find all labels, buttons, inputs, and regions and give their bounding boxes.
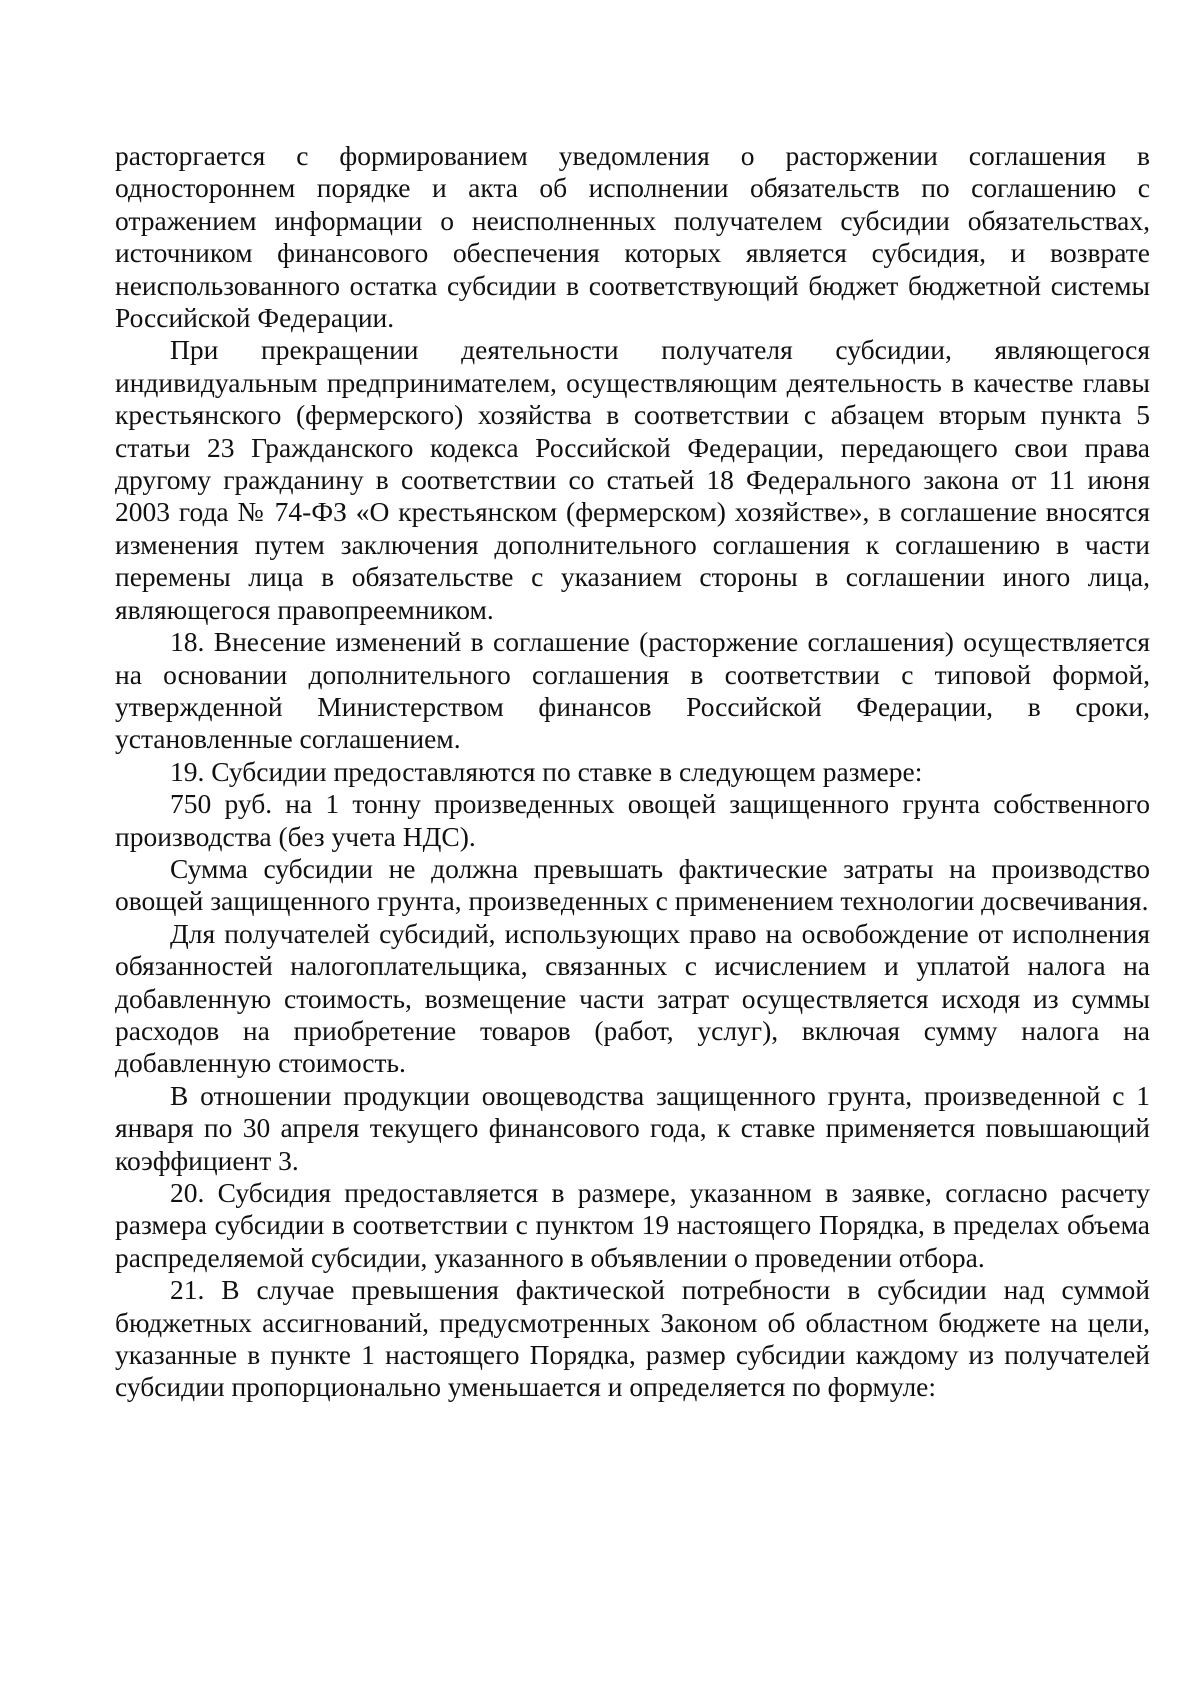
paragraph-clause-19: 19. Субсидии предоставляются по ставке в следующем размере: bbox=[170, 755, 923, 787]
paragraph-clause-18: 18. Внесение изменений в соглашение (расторжение соглашения) осуществляется на основании дополнительного соглашения в соответствии с типовой формой, утвержденной Министерством финансов Российской Федерации, в сроки, установленные соглашением. bbox=[115, 626, 1150, 755]
paragraph-termination: При прекращении деятельности получателя субсидии, являющегося индивидуальным предпринимателем, осуществляющим деятельность в качестве главы крестьянского (фермерского) хозяйства в соответствии с абзацем вторым пункта 5 статьи 23 Гражданского кодекса Российской Федерации, передающего свои права другому гражданину в соответствии со статьей 18 Федерального закона от 11 июня 2003 года № 74-ФЗ «О крестьянском (фермерском) хозяйстве», в соглашение вносятся изменения путем заключения дополнительного соглашения к соглашению в части перемены лица в обязательстве с указанием стороны в соглашении иного лица, являющегося правопреемником. bbox=[115, 334, 1150, 625]
paragraph-clause-19-coefficient: В отношении продукции овощеводства защищенного грунта, произведенной с 1 января по 30 апреля текущего финансового года, к ставке применяется повышающий коэффициент 3. bbox=[115, 1079, 1150, 1176]
paragraph-clause-19-vat: Для получателей субсидий, использующих право на освобождение от исполнения обязанностей налогоплательщика, связанных с исчислением и уплатой налога на добавленную стоимость, возмещение части затрат осуществляется исходя из суммы расходов на приобретение товаров (работ, услуг), включая сумму налога на добавленную стоимость. bbox=[115, 917, 1150, 1079]
paragraph-clause-21: 21. В случае превышения фактической потребности в субсидии над суммой бюджетных ассигнований, предусмотренных Законом об областном бюджете на цели, указанные в пункте 1 настоящего Порядка, размер субсидии каждому из получателей субсидии пропорционально уменьшается и определяется по формуле: bbox=[115, 1274, 1150, 1403]
paragraph-clause-20: 20. Субсидия предоставляется в размере, указанном в заявке, согласно расчету размера субсидии в соответствии с пунктом 19 настоящего Порядка, в пределах объема распределяемой субсидии, указанного в объявлении о проведении отбора. bbox=[115, 1177, 1150, 1273]
paragraph-continuation: расторгается с формированием уведомления о расторжении соглашения в одностороннем порядке и акта об исполнении обязательств по соглашению с отражением информации о неисполненных получателем субсидии обязательствах, источником финансового обеспечения которых является субсидия, и возврате неиспользованного остатка субсидии в соответствующий бюджет бюджетной системы Российской Федерации. bbox=[115, 140, 1150, 334]
document-page bbox=[115, 140, 1150, 1404]
paragraph-clause-19-limit: Сумма субсидии не должна превышать фактические затраты на производство овощей защищенного грунта, произведенных с применением технологии досвечивания. bbox=[115, 852, 1150, 917]
paragraph-clause-19-rate: 750 руб. на 1 тонну произведенных овощей защищенного грунта собственного производства (без учета НДС). bbox=[115, 788, 1150, 852]
